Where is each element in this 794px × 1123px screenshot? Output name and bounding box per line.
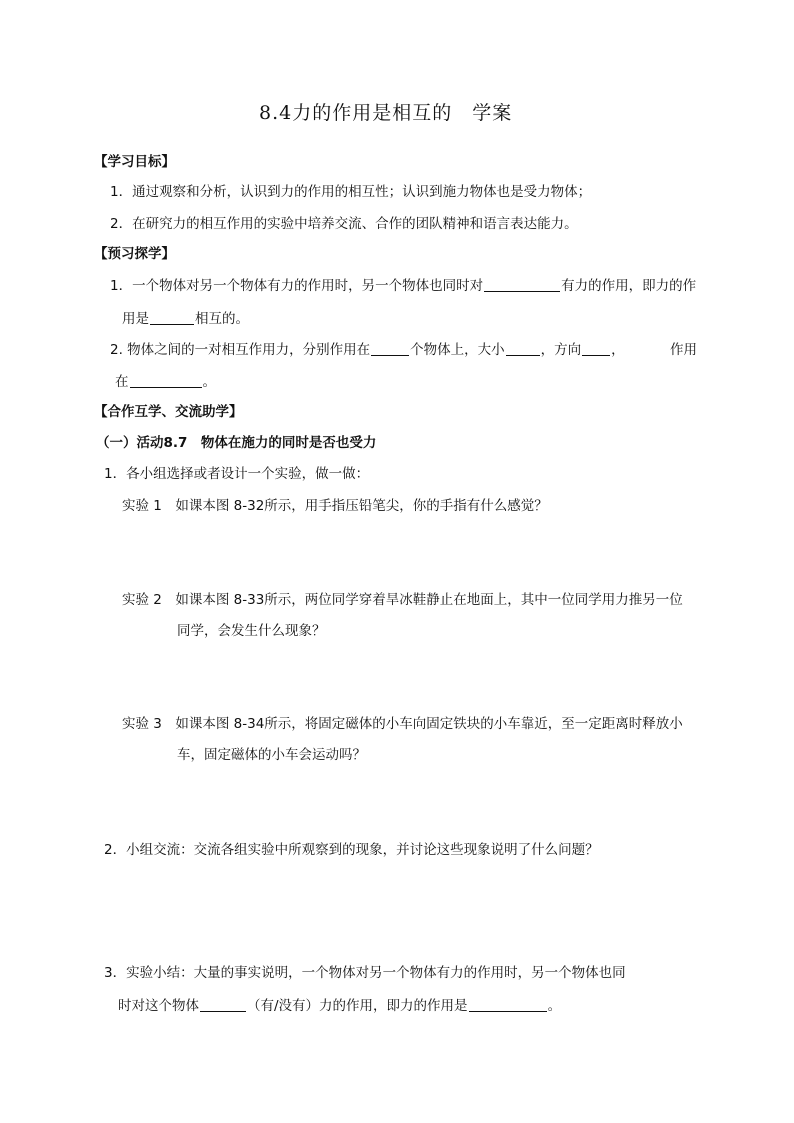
step3-text-c: 。 <box>547 998 562 1014</box>
section-heading-preview: 【预习探学】 <box>94 246 175 262</box>
step3-text-b: （有/没有）力的作用，即力的作用是 <box>247 998 468 1014</box>
experiment-3-line1: 实验 3 如课本图 8-34所示，将固定磁体的小车向固定铁块的小车靠近，至一定距离时释放小 <box>122 716 683 732</box>
q2-text-e: 作用 <box>670 342 697 358</box>
answer-blank[interactable] <box>150 310 194 325</box>
q1-text-b: 有力的作用，即力的作 <box>561 278 697 294</box>
experiment-1: 实验 1 如课本图 8-32所示，用手指压铅笔尖，你的手指有什么感觉？ <box>122 498 548 514</box>
step-3-line2 <box>118 996 561 1016</box>
preview-question-2-line2 <box>115 372 216 392</box>
q2-text-b: 个物体上，大小 <box>410 342 505 358</box>
step3-text-a: 时对这个物体 <box>118 998 199 1014</box>
objective-item-2: 2．在研究力的相互作用的实验中培养交流、合作的团队精神和语言表达能力。 <box>110 216 578 232</box>
q1-text-a: 1．一个物体对另一个物体有力的作用时，另一个物体也同时对 <box>110 278 484 294</box>
q1-text-c: 用是 <box>122 311 149 327</box>
answer-blank[interactable] <box>484 277 560 292</box>
answer-blank[interactable] <box>469 997 547 1012</box>
experiment-2-line2: 同学，会发生什么现象？ <box>177 623 326 639</box>
page-title: 8.4力的作用是相互的 学案 <box>259 102 513 124</box>
answer-blank[interactable] <box>200 997 246 1012</box>
step-3-line1: 3．实验小结：大量的事实说明，一个物体对另一个物体有力的作用时，另一个物体也同 <box>104 965 626 981</box>
section-heading-cooperate: 【合作互学、交流助学】 <box>94 404 243 420</box>
activity-title: （一）活动8.7 物体在施力的同时是否也受力 <box>96 435 377 451</box>
preview-question-1-line2 <box>122 309 249 329</box>
section-heading-objectives: 【学习目标】 <box>94 154 175 170</box>
preview-question-1-line1 <box>110 276 696 296</box>
q2-text-d: ， <box>611 342 625 358</box>
answer-blank[interactable] <box>371 341 409 356</box>
experiment-3-line2: 车，固定磁体的小车会运动吗？ <box>177 747 366 763</box>
q2-text-a: 2. 物体之间的一对相互作用力，分别作用在 <box>110 342 371 358</box>
objective-item-1: 1．通过观察和分析，认识到力的作用的相互性；认识到施力物体也是受力物体； <box>110 184 592 200</box>
answer-blank[interactable] <box>130 373 202 388</box>
q2-text-g: 。 <box>202 374 216 390</box>
q2-text-c: ，方向 <box>540 342 582 358</box>
answer-blank[interactable] <box>506 341 540 356</box>
experiment-2-line1: 实验 2 如课本图 8-33所示，两位同学穿着旱冰鞋静止在地面上，其中一位同学用力推另一位 <box>122 592 683 608</box>
q2-text-f: 在 <box>115 374 129 390</box>
preview-question-2-line1 <box>110 340 625 360</box>
step-2: 2．小组交流：交流各组实验中所观察到的现象，并讨论这些现象说明了什么问题？ <box>104 842 599 858</box>
q1-text-d: 相互的。 <box>195 311 249 327</box>
step-1: 1．各小组选择或者设计一个实验，做一做： <box>104 466 370 482</box>
answer-blank[interactable] <box>582 341 610 356</box>
